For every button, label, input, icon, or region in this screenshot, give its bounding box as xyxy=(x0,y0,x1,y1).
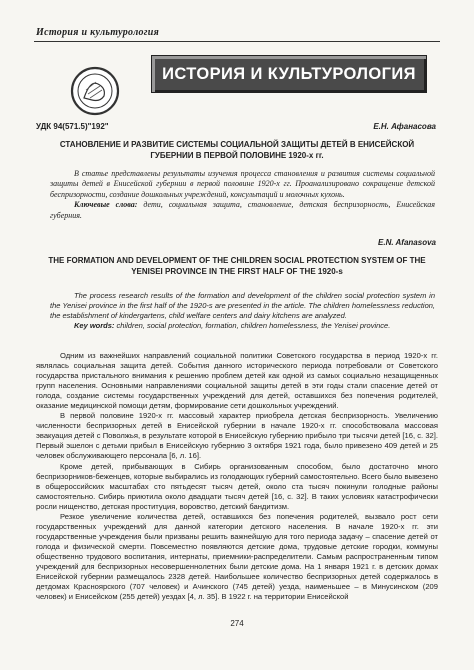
abstract-ru-text: В статье представлены результаты изучения процесса становления и развития системы социальной защиты детей в Енисейской губернии в первой половине 1920-х гг. Проанализировано сокращение детской беспризорности, создание дошкольных учреждений, консультаций и молочных кухонь. xyxy=(50,169,435,199)
keywords-en-text: children, social protection, formation, children homelessness, the Yenisei province. xyxy=(116,321,391,330)
keywords-ru-text: дети, социальная защита, становление, детская беспризорность, Енисейская губерния. xyxy=(50,200,436,220)
abstract-en-text: The process research results of the formation and development of the children social protection system in the Yenisei province in the first half of the 1920-s are presented in the article. The children homelessness reduction, the establishment of kindergartens, child welfare centers and dairy kitchens are analyzed. xyxy=(50,291,435,320)
keywords-ru xyxy=(50,200,435,221)
section-banner xyxy=(151,55,427,93)
body-paragraph: В первой половине 1920-х гг. массовый характер приобрела детская беспризорность. Увеличению численности беспризорных детей в Енисейской губернии в начале 1920-х гг. способствовала массовая эвакуация детей с Поволжья, в результате которой в Енисейскую губернию прибыло три тысячи детей [16, с. 32]. Первый эшелон с детьми прибыл в Енисейскую губернию 3 октября 1921 года, было привезено 409 детей и 25 человек обслуживающего персонала [6, л. 16]. xyxy=(36,411,438,461)
author-ru: Е.Н. Афанасова xyxy=(373,122,436,131)
keywords-ru-label: Ключевые слова: xyxy=(74,200,138,210)
abstract-ru xyxy=(50,169,435,221)
keywords-en xyxy=(50,321,435,331)
header-rule xyxy=(34,41,440,42)
article-body xyxy=(36,351,438,602)
keywords-en-label: Key words: xyxy=(74,321,115,330)
article-title-ru: СТАНОВЛЕНИЕ И РАЗВИТИЕ СИСТЕМЫ СОЦИАЛЬНОЙ ЗАЩИТЫ ДЕТЕЙ В ЕНИСЕЙСКОЙ ГУБЕРНИИ В ПЕРВОЙ ПОЛОВИНЕ 1920-х гг. xyxy=(59,140,415,160)
author-en: E.N. Afanasova xyxy=(378,238,436,247)
abstract-en xyxy=(50,291,435,331)
body-paragraph: Резкое увеличение количества детей, оставшихся без попечения родителей, вызвало рост сети государственных учреждений для данной категории детского населения. В начале 1920-х гг. эти государственные учреждения были призваны решить важнейшую для того периода задачу – спасение детей от голода и физической смерти. Повсеместно появляются детские дома, трудовые детские городки, коммуны общественно трудового воспитания, интернаты, приемники-распределители. Самым распространенным типом учреждений для беспризорных несовершеннолетних были детские дома. На 1 января 1921 г. в детских домах Енисейской губернии размещалось 2328 детей. Наибольшее количество беспризорных детей содержалось в детдомах Красноярского (707 человек) и Ачинского (745 детей) уезда, наименьшее – в Минусинском (209 человек) и Енисейском (255 детей) уездах [4, л. 35]. В 1922 г. на территории Енисейской xyxy=(36,511,438,602)
body-paragraph: Одним из важнейших направлений социальной политики Советского государства в период 1920-х гг. являлась социальная защита детей. События данного исторического периода потребовали от Советского государства пристального внимания к решению проблем детей как одной из самых социально незащищенных групп населения. Основными направлениями социальной защиты детей в эти годы стали спасение детей от голода, создание системы государственных учреждений для детей, оставшихся без попечения родителей, оказание медицинской помощи детям, формирование сети дошкольных учреждений. xyxy=(36,351,438,411)
article-title-en: THE FORMATION AND DEVELOPMENT OF THE CHILDREN SOCIAL PROTECTION SYSTEM OF THE YENISEI PROVINCE IN THE FIRST HALF OF THE 1920-s xyxy=(48,256,426,276)
udk-code: УДК 94(571.5)"192" xyxy=(36,122,109,131)
page-number: 274 xyxy=(230,619,244,628)
section-banner-text: ИСТОРИЯ И КУЛЬТУРОЛОГИЯ xyxy=(162,65,416,83)
running-header: История и культурология xyxy=(36,27,160,38)
journal-logo-icon xyxy=(70,66,120,116)
body-paragraph: Кроме детей, прибывающих в Сибирь организованным способом, было достаточно много беспризорников-беженцев, которые выбирались из голодающих губерний самостоятельно. Всего было вывезено в общероссийских масштабах сто пятьдесят тысяч детей, около ста тысяч покинули голодные районы самостоятельно. Сибирь приютила около двадцати тысяч детей [16, с. 32]. В таких условиях катастрофически росли нищенство, детская проституция, воровство, детский бандитизм. xyxy=(36,461,438,511)
